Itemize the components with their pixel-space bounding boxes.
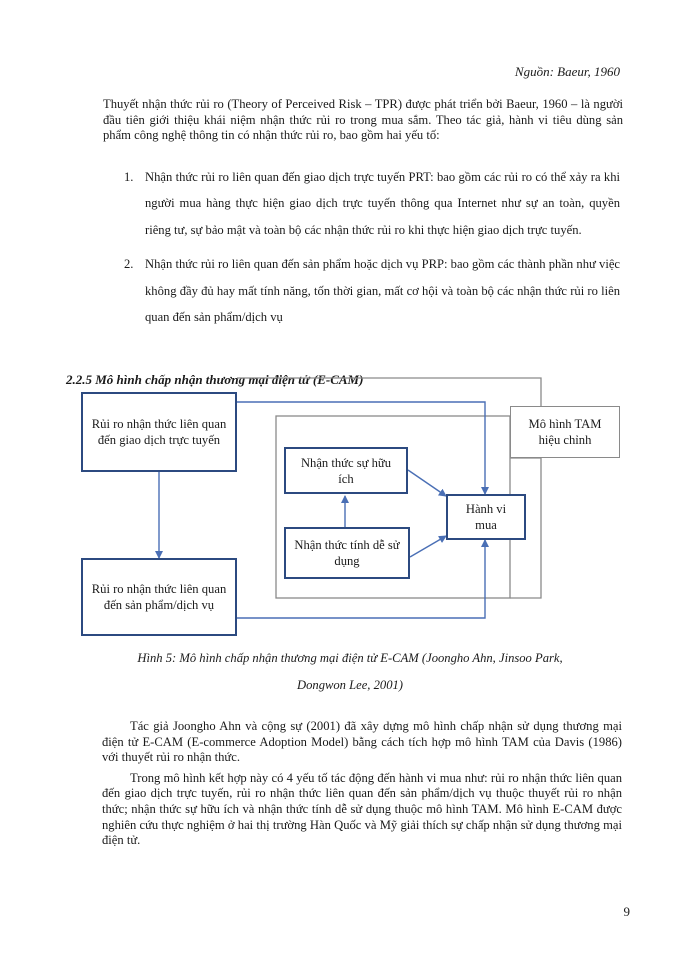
- list-item-number: 1.: [124, 170, 134, 184]
- body-text: [102, 719, 622, 854]
- purchase-behavior-box: [446, 494, 526, 540]
- list-item-text: Nhận thức rủi ro liên quan đến giao dịch trực tuyến PRT: bao gồm các rủi ro có thể xảy ra khi người mua hàng thực hiện giao dịch trực tuyến thông qua Internet như sự an toàn, quyền riêng tư, sự bảo mật và toàn bộ các nhận thức rủi ro khi thực hiện giao dịch trực tuyến.: [145, 170, 620, 237]
- tam-modified-box: [510, 406, 620, 458]
- usefulness-label: Nhận thức sự hữu ích: [300, 455, 392, 486]
- figure-caption-line1: Hình 5: Mô hình chấp nhận thương mại điện tử E-CAM (Joongho Ahn, Jinsoo Park,: [137, 651, 563, 665]
- product-risk-label: Rủi ro nhận thức liên quan đến sản phẩm/dịch vụ: [91, 582, 227, 612]
- body-paragraph: Tác giả Joongho Ahn và cộng sự (2001) đã xây dựng mô hình chấp nhận sử dụng thương mại điện tử E-CAM (E-commerce Adoption Model) bằng cách tích hợp mô hình TAM của Davis (1986) với thuyết rủi ro nhận thức.: [102, 719, 622, 765]
- ease-of-use-box: [284, 527, 410, 579]
- list-item-text: Nhận thức rủi ro liên quan đến sản phẩm hoặc dịch vụ PRP: bao gồm các thành phần như việc không đầy đủ hay mất tính năng, tốn thời gian, mất cơ hội và toàn bộ các nhận thức rủi ro liên quan đến sản phẩm/dịch vụ: [145, 257, 620, 325]
- usefulness-box: [284, 447, 408, 494]
- figure-caption-line2: Dongwon Lee, 2001): [297, 678, 403, 692]
- intro-paragraph: Thuyết nhận thức rủi ro (Theory of Perceived Risk – TPR) được phát triển bởi Baeur, 1960 – là người đầu tiên giới thiệu khái niệm nhận thức rủi ro trong mua sắm. Theo tác giả, hành vi tiêu dùng sản phẩm công nghệ thông tin có nhận thức rủi ro, bao gồm hai yếu tố:: [103, 97, 623, 143]
- source-note: Nguồn: Baeur, 1960: [514, 64, 620, 79]
- tam-modified-label: Mô hình TAM hiệu chỉnh: [528, 417, 602, 447]
- purchase-behavior-label: Hành vi mua: [465, 502, 507, 532]
- section-heading: 2.2.5 Mô hình chấp nhận thương mại điện tử (E-CAM): [66, 372, 364, 387]
- transaction-risk-box: [81, 392, 237, 472]
- page-number: 9: [623, 904, 630, 919]
- ease-of-use-label: Nhận thức tính dễ sử dụng: [294, 538, 400, 568]
- arrow-ease-to-behavior: [410, 536, 446, 557]
- product-risk-box: [81, 558, 237, 636]
- list-item-number: 2.: [124, 257, 134, 272]
- arrow-usefulness-to-behavior: [408, 470, 446, 496]
- transaction-risk-label: Rủi ro nhận thức liên quan đến giao dịch trực tuyến: [91, 417, 227, 447]
- body-paragraph: Trong mô hình kết hợp này có 4 yếu tố tác động đến hành vi mua như: rủi ro nhận thức liên quan đến giao dịch trực tuyến, rủi ro nhận thức liên quan đến sản phẩm/dịch vụ thuộc thuyết rủi ro nhận thức; nhận thức sự hữu ích và nhận thức tính dễ sử dụng thuộc mô hình TAM. Mô hình E-CAM được nghiên cứu thực nghiệm ở hai thị trường Hàn Quốc và Mỹ giải thích sự chấp nhận sử dụng thương mại điện tử.: [102, 770, 622, 848]
